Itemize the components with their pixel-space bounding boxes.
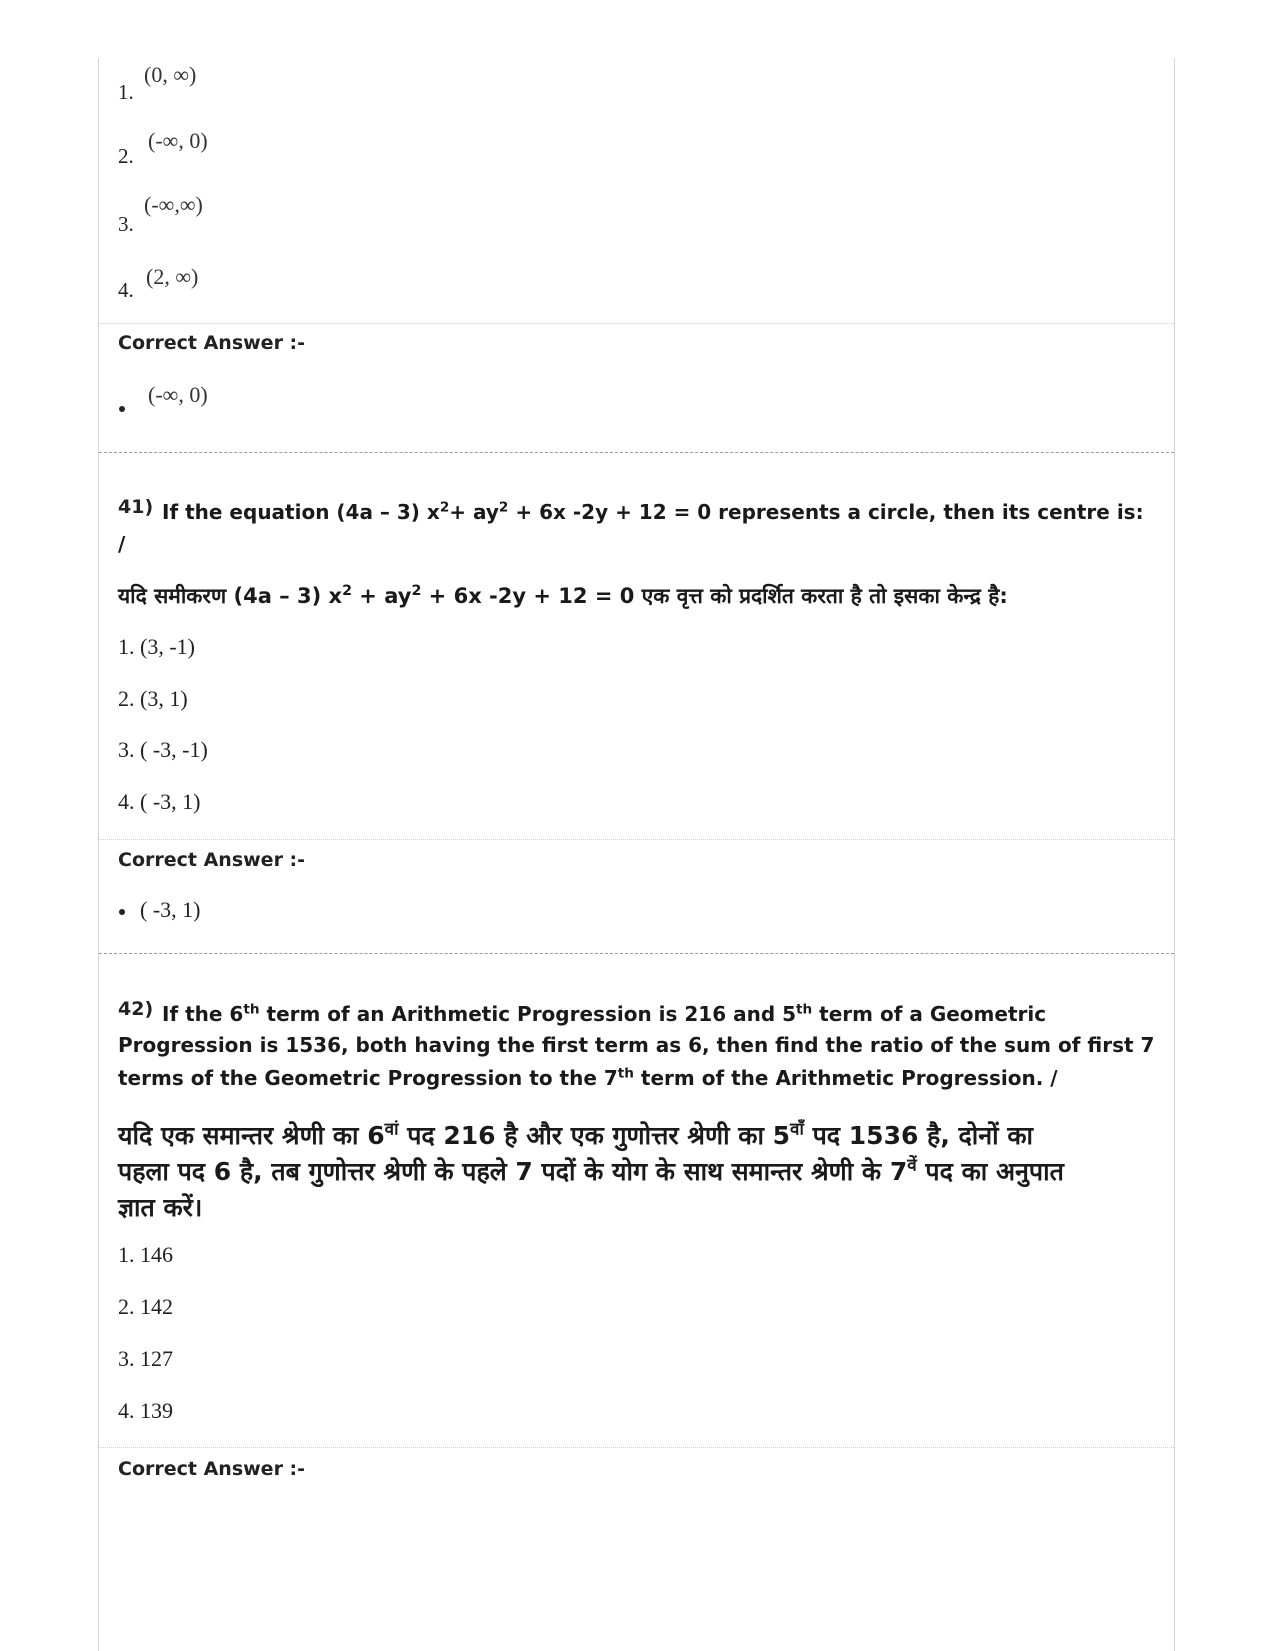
section-divider — [99, 839, 1174, 840]
option-number: 4. — [118, 278, 134, 302]
question-separator — [99, 953, 1174, 954]
question-text-english-line1: If the 6th term of an Arithmetic Progression is 216 and 5th term of a Geometric — [162, 1001, 1047, 1026]
bullet-icon — [119, 909, 125, 915]
question-text-hindi-line3: ज्ञात करें। — [118, 1193, 203, 1222]
correct-answer-label: Correct Answer :- — [118, 1458, 306, 1480]
question-number: 41) — [118, 496, 154, 518]
option: 3. ( -3, -1) — [118, 737, 208, 762]
option-number: 2. — [118, 144, 134, 168]
option: 1. (3, -1) — [118, 634, 195, 659]
question-slash: / — [118, 532, 126, 556]
section-divider — [99, 323, 1174, 324]
correct-answer-label: Correct Answer :- — [118, 332, 306, 354]
option: 1. 146 — [118, 1242, 173, 1267]
option-value: (2, ∞) — [146, 264, 199, 289]
option-value: (0, ∞) — [144, 62, 197, 87]
question-separator — [99, 452, 1174, 453]
question-text-hindi: यदि समीकरण (4a – 3) $x^2 + ay^2 + 6x$ -2y + 12 = 0 एक वृत्त को प्रदर्शित करता है तो इसका केन्द्र है: — [118, 583, 1008, 608]
correct-answer-label: Correct Answer :- — [118, 849, 306, 871]
bullet-icon — [119, 406, 125, 412]
question-text-english-line3: terms of the Geometric Progression to the 7th term of the Arithmetic Progression. / — [118, 1065, 1058, 1090]
correct-answer-value: (-∞, 0) — [148, 382, 208, 407]
option: 4. 139 — [118, 1398, 173, 1423]
option-number: 1. — [118, 80, 134, 104]
question-number: 42) — [118, 998, 154, 1020]
question-text-hindi-line1: यदि एक समान्तर श्रेणी का $6^{वां}$ पद 216 है और एक गुणोत्तर श्रेणी का $5^{वाँ}$ पद 1536 है, दोनों का — [118, 1119, 1034, 1150]
option: 2. 142 — [118, 1294, 173, 1319]
question-text-english: If the equation (4a – 3) $x^2+ ay^2 + 6x$ -2y + 12 = 0 represents a circle, then its centre is: — [162, 499, 1144, 524]
question-text-hindi-line2: पहला पद 6 है, तब गुणोत्तर श्रेणी के पहले 7 पदों के योग के साथ समान्तर श्रेणी के $7^{वें}$ पद का अनुपात — [118, 1155, 1064, 1186]
section-divider — [99, 1447, 1174, 1448]
correct-answer-value: ( -3, 1) — [140, 897, 201, 922]
option-value: (-∞, 0) — [148, 128, 208, 153]
option-value: (-∞,∞) — [144, 192, 203, 217]
option: 3. 127 — [118, 1346, 173, 1371]
question-text-english-line2: Progression is 1536, both having the first term as 6, then find the ratio of the sum of first 7 — [118, 1033, 1155, 1057]
option-number: 3. — [118, 212, 134, 236]
option: 2. (3, 1) — [118, 686, 188, 711]
option: 4. ( -3, 1) — [118, 789, 201, 814]
